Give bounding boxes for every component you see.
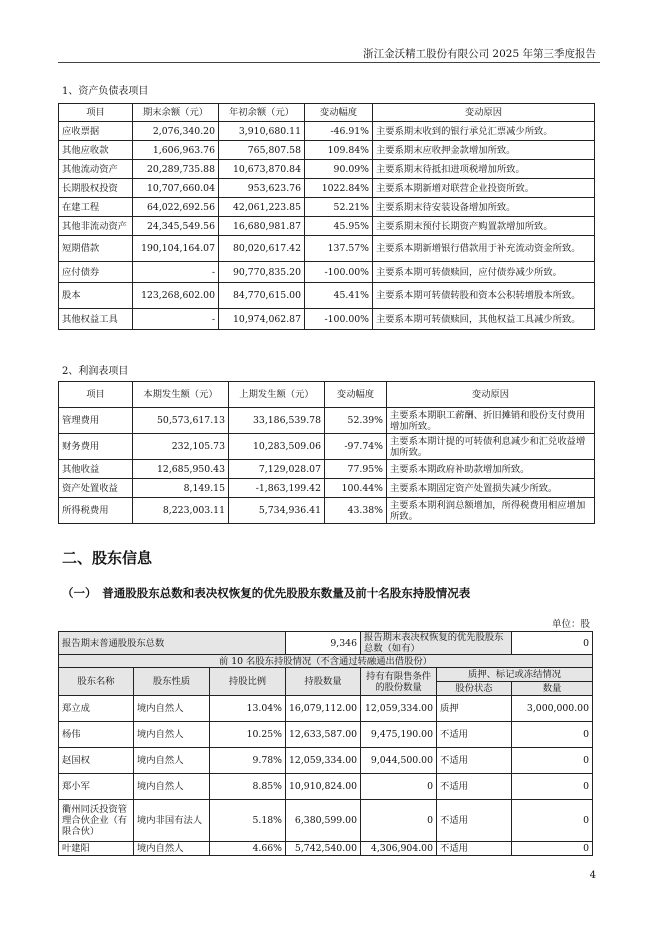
table-cell: 在建工程 xyxy=(59,198,133,217)
table-cell: 42,061,223.85 xyxy=(219,198,305,217)
table-cell: 7,129,028.07 xyxy=(229,460,325,479)
table-cell: 16,680,981.87 xyxy=(219,217,305,236)
shareholder-name: 赵国权 xyxy=(59,748,134,774)
shareholder-count: 0 xyxy=(512,748,593,774)
table-cell: 主要系期末待抵扣进项税增加所致。 xyxy=(373,160,595,179)
col-header: 股东性质 xyxy=(134,668,210,696)
table-row xyxy=(59,141,595,160)
table-row xyxy=(59,434,595,460)
table-cell: 3,910,680.11 xyxy=(219,122,305,141)
col-header: 项目 xyxy=(59,104,133,122)
shareholder-amount: 5,742,540.00 xyxy=(286,842,361,856)
table-cell: 24,345,549.56 xyxy=(133,217,219,236)
table-cell: 1022.84% xyxy=(305,179,373,198)
table-cell: 45.41% xyxy=(305,283,373,309)
shareholder-status: 不适用 xyxy=(437,748,512,774)
shareholders-table xyxy=(58,631,593,856)
table-cell: 33,186,539.78 xyxy=(229,408,325,434)
shareholder-row xyxy=(59,748,593,774)
shareholder-amount: 10,910,824.00 xyxy=(286,774,361,800)
section-assets-title: 1、资产负债表项目 xyxy=(62,86,149,97)
page-header: 浙江金沃精工股份有限公司 2025 年第三季度报告 xyxy=(363,48,596,60)
shareholder-status: 不适用 xyxy=(437,842,512,856)
shareholder-row xyxy=(59,722,593,748)
table-cell: 财务费用 xyxy=(59,434,133,460)
shareholder-count: 0 xyxy=(512,722,593,748)
table-cell: 84,770,615.00 xyxy=(219,283,305,309)
table-cell: 短期借款 xyxy=(59,236,133,262)
table-cell: 主要系本期职工薪酬、折旧摊销和股份支付费用增加所致。 xyxy=(387,408,595,434)
table-row xyxy=(59,408,595,434)
col-header: 变动幅度 xyxy=(305,104,373,122)
table-row xyxy=(59,479,595,498)
table-row xyxy=(59,160,595,179)
table-header-row xyxy=(59,382,595,408)
shareholder-ratio: 4.66% xyxy=(210,842,286,856)
table-cell: 52.39% xyxy=(325,408,387,434)
table-header-row xyxy=(59,668,593,682)
col-header-group: 质押、标记或冻结情况 xyxy=(437,668,593,682)
table-row xyxy=(59,179,595,198)
top10-title-row xyxy=(59,655,593,668)
shareholder-ratio: 10.25% xyxy=(210,722,286,748)
table-cell: 2,076,340.20 xyxy=(133,122,219,141)
table-cell: - xyxy=(133,262,219,283)
table-header-row xyxy=(59,104,595,122)
pref-holders-value: 0 xyxy=(512,632,593,655)
table-cell: -97.74% xyxy=(325,434,387,460)
table-cell: 8,223,003.11 xyxy=(133,498,229,524)
shareholder-restricted: 12,059,334.00 xyxy=(361,696,437,722)
shareholder-name: 衢州同沃投资管理合伙企业（有限合伙） xyxy=(59,800,134,842)
table-cell: -46.91% xyxy=(305,122,373,141)
table-cell: 资产处置收益 xyxy=(59,479,133,498)
table-cell: 其他非流动资产 xyxy=(59,217,133,236)
table-cell: 10,974,062.87 xyxy=(219,309,305,330)
table-row xyxy=(59,309,595,330)
table-cell: 1,606,963.76 xyxy=(133,141,219,160)
table-cell: 109.84% xyxy=(305,141,373,160)
col-header: 期末余额（元） xyxy=(133,104,219,122)
shareholder-restricted: 0 xyxy=(361,774,437,800)
table-cell: 主要系本期可转债转股和资本公积转增股本所致。 xyxy=(373,283,595,309)
table-cell: 10,707,660.04 xyxy=(133,179,219,198)
col-header: 持股比例 xyxy=(210,668,286,696)
table-cell: 43.38% xyxy=(325,498,387,524)
table-row xyxy=(59,122,595,141)
table-row xyxy=(59,283,595,309)
table-cell: 77.95% xyxy=(325,460,387,479)
table-cell: - xyxy=(133,309,219,330)
table-row xyxy=(59,460,595,479)
shareholder-nature: 境内自然人 xyxy=(134,842,210,856)
table-cell: 其他权益工具 xyxy=(59,309,133,330)
shareholder-count: 0 xyxy=(512,800,593,842)
table-cell: 主要系期末收到的银行承兑汇票减少所致。 xyxy=(373,122,595,141)
table-cell: 137.57% xyxy=(305,236,373,262)
shareholder-nature: 境内自然人 xyxy=(134,696,210,722)
col-header: 股东名称 xyxy=(59,668,134,696)
table-row xyxy=(59,498,595,524)
table-cell: 10,283,509.06 xyxy=(229,434,325,460)
table-cell: -100.00% xyxy=(305,262,373,283)
table-row xyxy=(59,236,595,262)
table-cell: 90.09% xyxy=(305,160,373,179)
shareholder-status: 不适用 xyxy=(437,722,512,748)
total-holders-label: 报告期末普通股股东总数 xyxy=(59,632,286,655)
col-header: 持有有限售条件的股份数量 xyxy=(361,668,437,696)
shareholder-restricted: 9,475,190.00 xyxy=(361,722,437,748)
table-cell: 主要系本期固定资产处置损失减少所致。 xyxy=(387,479,595,498)
table-cell: 长期股权投资 xyxy=(59,179,133,198)
shareholder-amount: 12,633,587.00 xyxy=(286,722,361,748)
shareholder-row xyxy=(59,696,593,722)
balance-sheet-table xyxy=(58,103,595,330)
shareholder-nature: 境内自然人 xyxy=(134,774,210,800)
col-header: 持股数量 xyxy=(286,668,361,696)
shareholder-nature: 境内自然人 xyxy=(134,722,210,748)
table-cell: 100.44% xyxy=(325,479,387,498)
table-cell: 主要系本期新增对联营企业投资所致。 xyxy=(373,179,595,198)
shareholder-restricted: 4,306,904.00 xyxy=(361,842,437,856)
col-header: 股份状态 xyxy=(437,682,512,696)
table-cell: 45.95% xyxy=(305,217,373,236)
col-header: 数量 xyxy=(512,682,593,696)
table-cell: 股本 xyxy=(59,283,133,309)
table-cell: 主要系本期利润总额增加，所得税费用相应增加所致。 xyxy=(387,498,595,524)
summary-row xyxy=(59,632,593,655)
shareholder-status: 不适用 xyxy=(437,774,512,800)
header-divider xyxy=(58,62,600,63)
subsection-heading: （一） 普通股股东总数和表决权恢复的优先股股东数量及前十名股东持股情况表 xyxy=(62,586,471,600)
section-heading-shareholders: 二、股东信息 xyxy=(62,549,153,567)
table-cell: 主要系本期可转债赎回，应付债券减少所致。 xyxy=(373,262,595,283)
table-cell: 190,104,164.07 xyxy=(133,236,219,262)
table-cell: 主要系本期新增银行借款用于补充流动资金所致。 xyxy=(373,236,595,262)
table-cell: -100.00% xyxy=(305,309,373,330)
table-row xyxy=(59,198,595,217)
table-cell: 管理费用 xyxy=(59,408,133,434)
shareholder-name: 郑小军 xyxy=(59,774,134,800)
shareholder-amount: 12,059,334.00 xyxy=(286,748,361,774)
income-statement-table xyxy=(58,381,595,524)
table-cell: 50,573,617.13 xyxy=(133,408,229,434)
table-cell: 主要系期末预付长期资产购置款增加所致。 xyxy=(373,217,595,236)
col-header: 变动原因 xyxy=(373,104,595,122)
shareholder-status: 质押 xyxy=(437,696,512,722)
table-cell: 应付债券 xyxy=(59,262,133,283)
unit-label: 单位：股 xyxy=(551,619,590,630)
shareholder-ratio: 5.18% xyxy=(210,800,286,842)
table-cell: 所得税费用 xyxy=(59,498,133,524)
shareholder-restricted: 0 xyxy=(361,800,437,842)
table-cell: 123,268,602.00 xyxy=(133,283,219,309)
col-header: 变动原因 xyxy=(387,382,595,408)
table-cell: 主要系本期计提的可转债利息减少和汇兑收益增加所致。 xyxy=(387,434,595,460)
shareholder-ratio: 13.04% xyxy=(210,696,286,722)
table-cell: 主要系本期可转债赎回，其他权益工具减少所致。 xyxy=(373,309,595,330)
pref-holders-label: 报告期末表决权恢复的优先股股东总数（如有） xyxy=(361,632,512,655)
section-profit-title: 2、利润表项目 xyxy=(62,366,129,377)
shareholder-status: 不适用 xyxy=(437,800,512,842)
col-header: 本期发生额（元） xyxy=(133,382,229,408)
shareholder-name: 郑立成 xyxy=(59,696,134,722)
table-cell: 90,770,835.20 xyxy=(219,262,305,283)
shareholder-count: 3,000,000.00 xyxy=(512,696,593,722)
table-cell: 其他流动资产 xyxy=(59,160,133,179)
col-header: 变动幅度 xyxy=(325,382,387,408)
shareholder-ratio: 9.78% xyxy=(210,748,286,774)
table-cell: 其他应收款 xyxy=(59,141,133,160)
shareholder-nature: 境内自然人 xyxy=(134,748,210,774)
shareholder-restricted: 9,044,500.00 xyxy=(361,748,437,774)
table-row xyxy=(59,262,595,283)
page-number: 4 xyxy=(589,870,596,881)
table-cell: -1,863,199.42 xyxy=(229,479,325,498)
table-cell: 80,020,617.42 xyxy=(219,236,305,262)
table-cell: 953,623.76 xyxy=(219,179,305,198)
total-holders-value: 9,346 xyxy=(286,632,361,655)
shareholder-row xyxy=(59,774,593,800)
shareholder-row xyxy=(59,800,593,842)
shareholder-amount: 6,380,599.00 xyxy=(286,800,361,842)
top10-title: 前 10 名股东持股情况（不含通过转融通出借股份） xyxy=(59,655,593,668)
shareholder-amount: 16,079,112.00 xyxy=(286,696,361,722)
shareholder-name: 叶建阳 xyxy=(59,842,134,856)
col-header: 上期发生额（元） xyxy=(229,382,325,408)
table-cell: 20,289,735.88 xyxy=(133,160,219,179)
table-cell: 主要系期末应收押金款增加所致。 xyxy=(373,141,595,160)
table-cell: 12,685,950.43 xyxy=(133,460,229,479)
table-cell: 8,149.15 xyxy=(133,479,229,498)
table-cell: 52.21% xyxy=(305,198,373,217)
table-cell: 其他收益 xyxy=(59,460,133,479)
table-row xyxy=(59,217,595,236)
table-cell: 64,022,692.56 xyxy=(133,198,219,217)
col-header: 年初余额（元） xyxy=(219,104,305,122)
shareholder-row xyxy=(59,842,593,856)
col-header: 项目 xyxy=(59,382,133,408)
table-cell: 232,105.73 xyxy=(133,434,229,460)
shareholder-ratio: 8.85% xyxy=(210,774,286,800)
table-cell: 5,734,936.41 xyxy=(229,498,325,524)
table-cell: 主要系本期政府补助款增加所致。 xyxy=(387,460,595,479)
table-cell: 765,807.58 xyxy=(219,141,305,160)
table-cell: 10,673,870.84 xyxy=(219,160,305,179)
shareholder-count: 0 xyxy=(512,842,593,856)
table-cell: 应收票据 xyxy=(59,122,133,141)
shareholder-name: 杨伟 xyxy=(59,722,134,748)
shareholder-nature: 境内非国有法人 xyxy=(134,800,210,842)
shareholder-count: 0 xyxy=(512,774,593,800)
table-cell: 主要系期末待安装设备增加所致。 xyxy=(373,198,595,217)
